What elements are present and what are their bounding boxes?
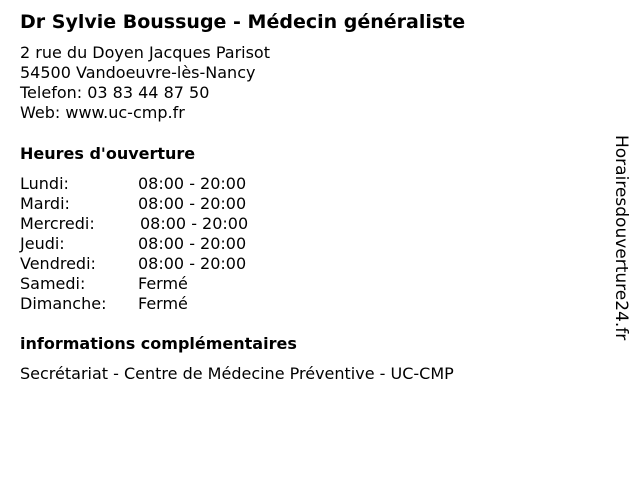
- address-block: [20, 43, 270, 123]
- time-value: 08:00 - 20:00: [138, 254, 247, 273]
- street-address: 2 rue du Doyen Jacques Parisot: [20, 43, 270, 62]
- website: Web: www.uc-cmp.fr: [20, 103, 185, 122]
- time-value: Fermé: [138, 294, 188, 313]
- time-value: Fermé: [138, 274, 188, 293]
- day-label: Mercredi:: [20, 214, 95, 233]
- day-label: Lundi:: [20, 174, 69, 193]
- time-value: 08:00 - 20:00: [140, 214, 249, 233]
- additional-info-heading: informations complémentaires: [20, 334, 297, 353]
- city-address: 54500 Vandoeuvre-lès-Nancy: [20, 63, 256, 82]
- day-label: Jeudi:: [20, 234, 65, 253]
- day-label: Dimanche:: [20, 294, 107, 313]
- day-label: Vendredi:: [20, 254, 96, 273]
- additional-info-text: Secrétariat - Centre de Médecine Préventive - UC-CMP: [20, 364, 454, 383]
- time-value: 08:00 - 20:00: [138, 234, 247, 253]
- phone-number: Telefon: 03 83 44 87 50: [20, 83, 210, 102]
- day-label: Mardi:: [20, 194, 70, 213]
- day-label: Samedi:: [20, 274, 86, 293]
- page-title: Dr Sylvie Boussuge - Médecin généraliste: [20, 11, 466, 33]
- time-value: 08:00 - 20:00: [138, 174, 247, 193]
- time-value: 08:00 - 20:00: [138, 194, 247, 213]
- hours-heading: Heures d'ouverture: [20, 144, 196, 163]
- site-watermark: Horairesdouverture24.fr: [611, 135, 631, 341]
